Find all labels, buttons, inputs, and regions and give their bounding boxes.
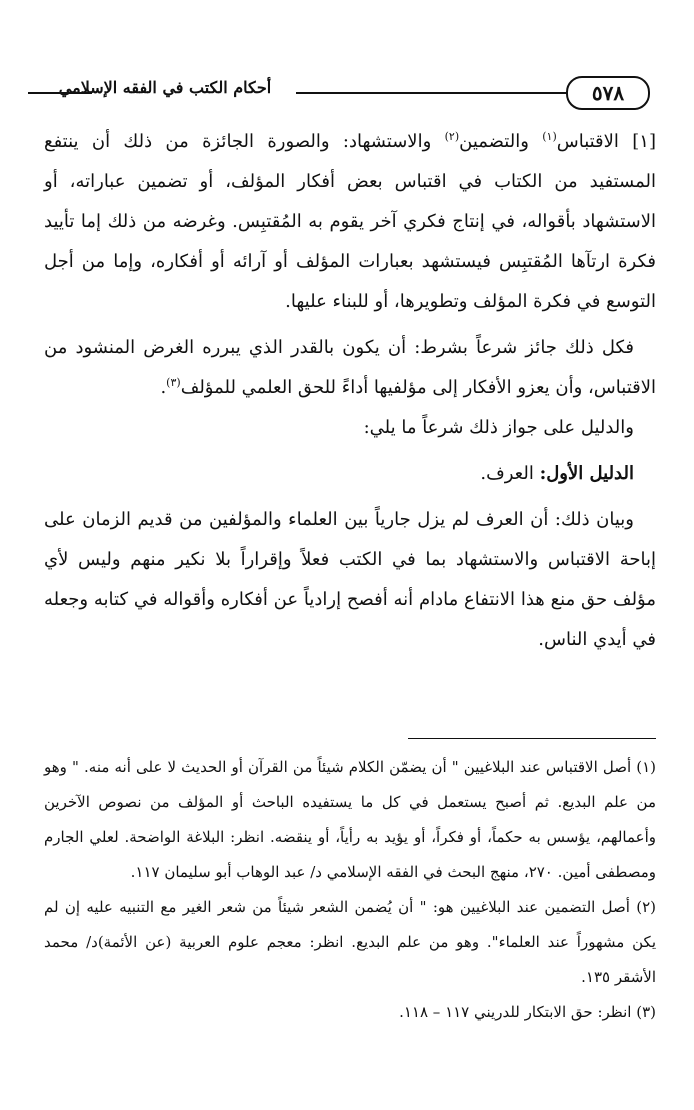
running-title: أحكام الكتب في الفقه الإسلامي [58,78,272,97]
term-tadmin: والتضمين [459,131,529,152]
paragraph-evidence-intro: والدليل على جواز ذلك شرعاً ما يلي: [363,417,634,438]
page-header [28,74,650,114]
paragraph-first-evidence [44,454,656,494]
paragraph-text: فكل ذلك جائز شرعاً بشرط: أن يكون بالقدر الذي يبرره الغرض المنشود من الاقتباس، وأن يعزو الأفكار إلى مؤلفيها أداءً للحق العلمي للمؤلف [44,337,656,398]
footnote-1: (١) أصل الاقتباس عند البلاغيين " أن يضمّن الكلام شيئاً من القرآن أو الحديث لا على أنه منه. " وهو من علم البديع. ثم أصبح يستعمل في كل ما يستفيده الباحث أو المؤلف من نصوص الآخرين وأعمالهم، يؤسس به حكماً، أو فكراً، أو يؤيد به رأياً، أو ينقضه. انظر: البلاغة الواضحة. لعلي الجارم ومصطفى أمين. ٢٧٠، منهج البحث في الفقه الإسلامي د/ عبد الوهاب أبو سليمان ١١٧. [44,758,656,881]
paragraph-explanation: وبيان ذلك: أن العرف لم يزل جارياً بين العلماء والمؤلفين من قديم الزمان على إباحة الاقتباس والاستشهاد بما في الكتب فعلاً وإقراراً بلا نكير منهم وليس لأي مؤلف حق منع هذا الانتفاع مادام أنه أفصح إرادياً عن أفكاره وأقواله في كتابه وجعله في أيدي الناس. [44,509,656,650]
main-text [44,122,656,660]
evidence-name: العرف. [480,463,534,484]
paragraph-text: والاستشهاد: والصورة الجائزة من ذلك أن ينتفع المستفيد من الكتاب في اقتباس بعض أفكار المؤلف، أو تضمين عباراته، أو الاستشهاد بأقواله، في إنتاج فكري آخر يقوم به المُقتبِس. وغرضه من ذلك إما تأييد فكرة ارتآها المُقتبِس فيستشهد بعبارات المؤلف أو آرائه أو أفكاره، وإما من أجل التوسع في فكرة المؤلف وتطويرها، أو للبناء عليها. [44,131,656,312]
paragraph-end: . [160,377,167,398]
header-rule-end [28,92,92,94]
header-rule [296,92,568,94]
paragraph-iqtibas [44,122,656,322]
footnote-ref-1[interactable]: (١) [542,130,557,143]
footnote-ref-2[interactable]: (٢) [444,130,460,143]
footnote-3: (٣) انظر: حق الابتكار للدريني ١١٧ – ١١٨. [399,1003,656,1021]
page-number: ٥٧٨ [566,76,650,110]
footnotes [44,750,656,1030]
footnote-ref-3[interactable]: (٣) [166,376,181,389]
footnote-2: (٢) أصل التضمين عند البلاغيين هو: " أن يُضمن الشعر شيئاً من شعر الغير مع التنبيه عليه إن لم يكن مشهوراً عند العلماء". وهو من علم البديع. انظر: معجم علوم العربية (عن الأئمة)د/ محمد الأشقر ١٣٥. [44,898,656,986]
paragraph-marker: [١] [632,131,656,152]
term-iqtibas: الاقتباس [556,131,619,152]
footnote-separator [408,738,656,739]
evidence-heading: الدليل الأول: [539,463,634,484]
paragraph-condition [44,328,656,408]
